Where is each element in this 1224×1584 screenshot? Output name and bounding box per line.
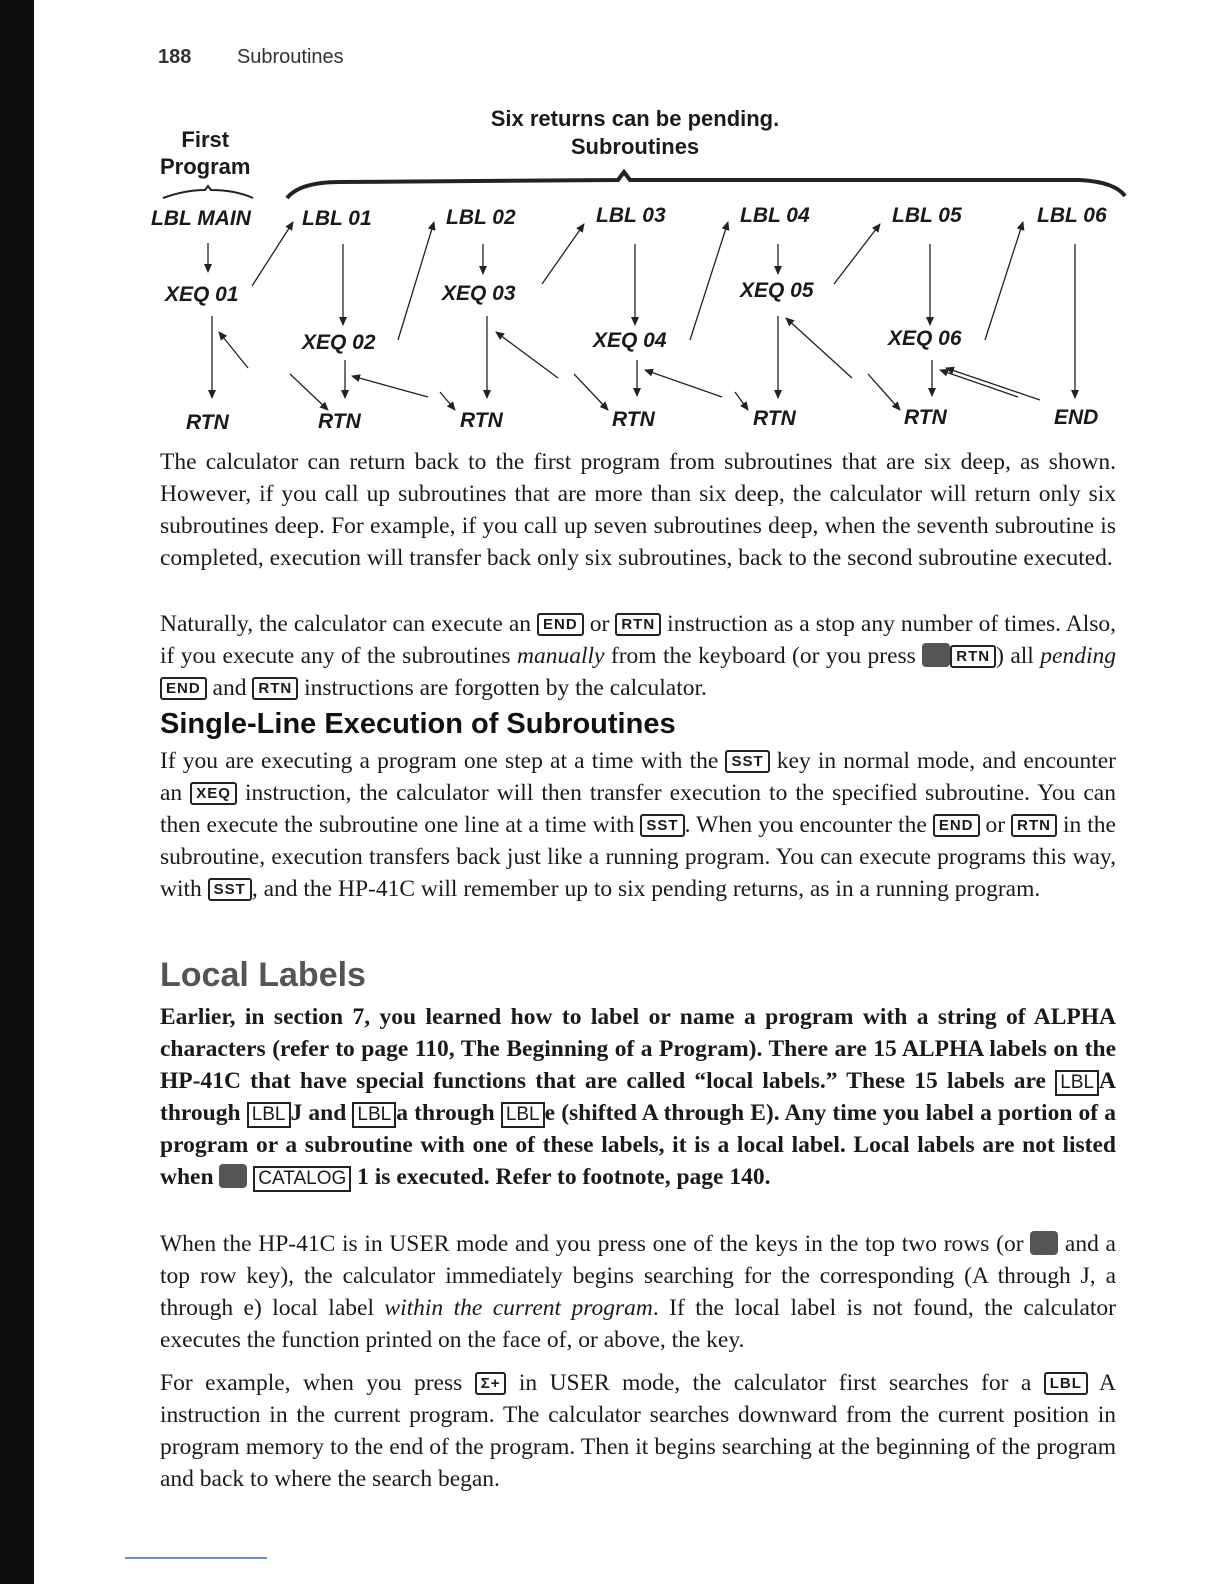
rtn-key: RTN	[252, 677, 298, 700]
heading-single-line-execution: Single-Line Execution of Subroutines	[160, 708, 676, 740]
lbl-key: LBL	[1044, 1372, 1088, 1395]
first-label-line1: First	[181, 127, 230, 152]
lbl-04: LBL 04	[740, 204, 810, 227]
sst-key: SST	[208, 878, 252, 901]
pending-caption: Six returns can be pending.	[490, 106, 780, 131]
lbl-key: LBL	[501, 1102, 545, 1128]
paragraph-sst-execution: If you are executing a program one step at a time with the SST key in normal mode, and encounter an XEQ instruction, the calculator will then transfer execution to the specified subroutine. You can then execute the subroutine one line at a time with SST . When you encounter the END or RTN in the subroutine, execution transfers back just like a running program. You can execute programs this way, with SST , and the HP-41C will remember up to six pending returns, as in a running program.	[160, 748, 1116, 902]
sst-key: SST	[640, 814, 684, 837]
end-key: END	[933, 814, 980, 837]
rtn-key: RTN	[615, 613, 661, 636]
rtn-key: RTN	[950, 645, 996, 668]
lbl-06: LBL 06	[1037, 204, 1107, 227]
lbl-main: LBL MAIN	[151, 207, 251, 230]
lbl-01: LBL 01	[302, 207, 372, 230]
xeq-04: XEQ 04	[593, 329, 667, 352]
rtn-main: RTN	[186, 411, 229, 434]
xeq-01: XEQ 01	[165, 283, 239, 306]
heading-local-labels: Local Labels	[160, 956, 366, 994]
paragraph-pending-forgotten: Naturally, the calculator can execute an END or RTN instruction as a stop any number of times. Also, if you execute any of the subroutines manually from the keyboard (or you press RTN ) all pending END and RTN instructions are forgotten by the calculator.	[160, 611, 1116, 701]
xeq-key: XEQ	[190, 782, 237, 805]
end-06: END	[1054, 406, 1099, 429]
first-label-line2: Program	[160, 154, 251, 179]
sigma-plus-key: Σ+	[475, 1372, 507, 1395]
paragraph-six-deep: The calculator can return back to the first program from subroutines that are six deep, as shown. However, if you call up subroutines that are more than six deep, the calculator will return only six subroutines deep. For example, if you call up seven subroutines deep, when the seventh subroutine is completed, execution will transfer back only six subroutines, back to the second subroutine executed.	[160, 449, 1116, 571]
rtn-02: RTN	[460, 409, 503, 432]
shift-key-icon	[922, 643, 950, 667]
subroutines-brace	[287, 172, 1125, 198]
lbl-key: LBL	[352, 1102, 396, 1128]
rtn-key: RTN	[1011, 814, 1057, 837]
shift-key-icon	[219, 1164, 247, 1188]
xeq-06: XEQ 06	[888, 327, 962, 350]
page-number: 188	[158, 46, 192, 68]
catalog-key: CATALOG	[253, 1166, 351, 1192]
shift-key-icon	[1030, 1231, 1058, 1255]
rtn-01: RTN	[318, 410, 361, 433]
running-head: Subroutines	[236, 46, 344, 68]
rtn-03: RTN	[612, 408, 655, 431]
lbl-05: LBL 05	[892, 204, 962, 227]
xeq-02: XEQ 02	[302, 331, 376, 354]
xeq-03: XEQ 03	[442, 282, 516, 305]
rtn-05: RTN	[904, 406, 947, 429]
lbl-key: LBL	[247, 1102, 291, 1128]
end-key: END	[537, 613, 584, 636]
paragraph-local-labels-intro: Earlier, in section 7, you learned how to label or name a program with a string of ALPHA characters (refer to page 110, The Beginning of a Program). There are 15 ALPHA labels on the HP-41C that have special functions that are called “local labels.” These 15 labels are LBL A through LBL J and LBL a through LBL e (shifted A through E). Any time you label a portion of a program or a subroutine with one of these labels, it is a local label. Local labels are not listed when CATALOG 1 is executed. Refer to footnote, page 140.	[160, 1004, 1116, 1190]
lbl-03: LBL 03	[596, 204, 666, 227]
sst-key: SST	[725, 750, 769, 773]
rtn-04: RTN	[753, 407, 796, 430]
lbl-02: LBL 02	[446, 206, 516, 229]
footnote-rule	[125, 1557, 267, 1559]
paragraph-user-mode: When the HP-41C is in USER mode and you press one of the keys in the top two rows (or and a top row key), the calculator immediately begins searching for the corresponding (A through J, a through e) local label within the current program. If the local label is not found, the calculator executes the function printed on the face of, or above, the key.	[160, 1231, 1117, 1353]
first-program-brace	[163, 186, 253, 198]
xeq-05: XEQ 05	[740, 279, 814, 302]
subroutines-caption: Subroutines	[570, 134, 700, 159]
end-key: END	[160, 677, 207, 700]
paragraph-search-example: For example, when you press Σ+ in USER mode, the calculator first searches for a LBL A instruction in the current program. The calculator searches downward from the current position in program memory to the end of the program. Then it begins searching at the beginning of the program and back to where the search began.	[160, 1370, 1116, 1492]
lbl-key: LBL	[1055, 1070, 1099, 1096]
